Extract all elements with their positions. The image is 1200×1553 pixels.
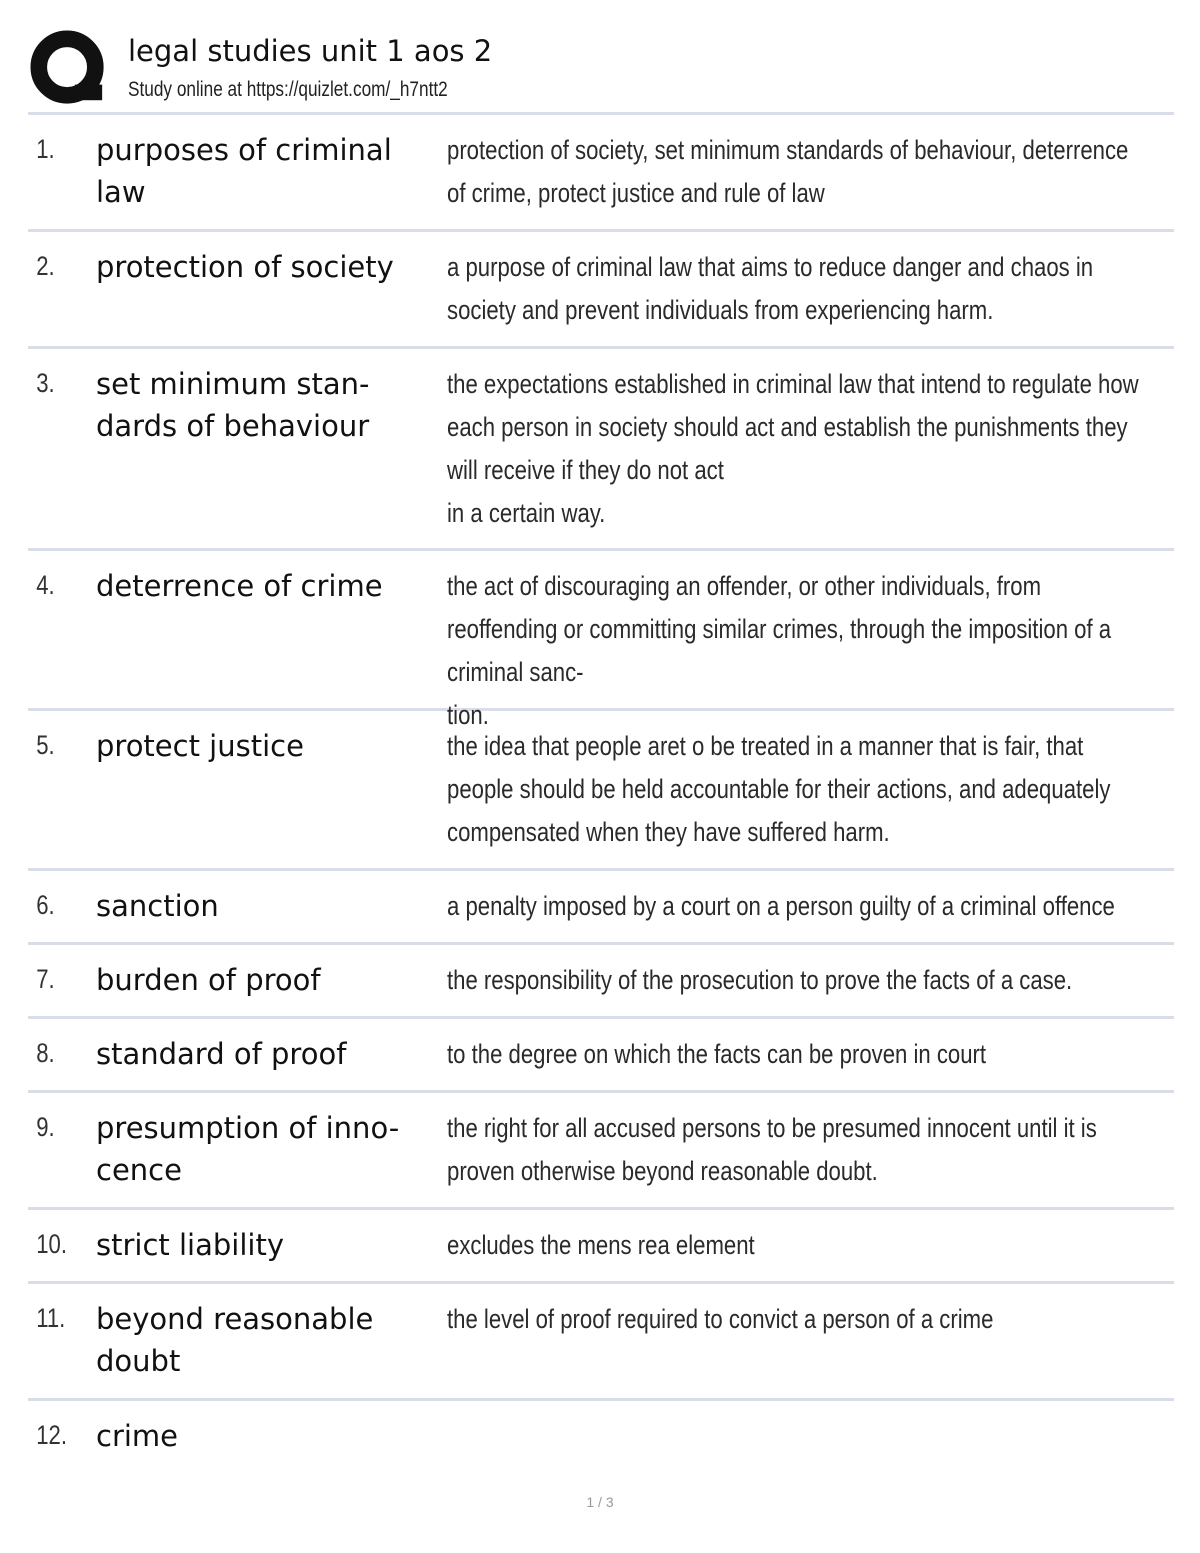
card-term: crime: [96, 1419, 179, 1453]
card-number: 8.: [36, 1038, 55, 1068]
flashcard-row: [28, 1093, 1174, 1210]
card-definition: the right for all accused persons to be presumed innocent until it is proven otherwise beyond reasonable doubt.: [447, 1113, 1097, 1186]
card-term: sanction: [96, 889, 219, 923]
card-number: 2.: [36, 251, 55, 281]
card-number: 9.: [36, 1112, 55, 1142]
card-term: burden of proof: [96, 963, 321, 997]
card-term: presumption of inno- cence: [96, 1111, 400, 1187]
flashcard-list: [28, 115, 1174, 1475]
card-number: 12.: [36, 1420, 67, 1450]
flashcard-row: [28, 711, 1174, 871]
document-header: [28, 28, 1174, 112]
card-number: 3.: [36, 368, 55, 398]
card-definition: excludes the mens rea element: [447, 1230, 755, 1260]
card-number: 5.: [36, 730, 55, 760]
card-number: 1.: [36, 134, 55, 164]
card-term: beyond reasonable doubt: [96, 1302, 374, 1378]
flashcard-row: [28, 1210, 1174, 1284]
card-definition: to the degree on which the facts can be proven in court: [447, 1039, 987, 1069]
card-definition: the responsibility of the prosecution to prove the facts of a case.: [447, 965, 1073, 995]
flashcard-row: [28, 1284, 1174, 1401]
card-number: 4.: [36, 570, 55, 600]
card-number: 6.: [36, 890, 55, 920]
card-term: set minimum stan- dards of behaviour: [96, 367, 370, 443]
card-definition: the level of proof required to convict a person of a crime: [447, 1304, 994, 1334]
card-term: strict liability: [96, 1228, 284, 1262]
flashcard-row: [28, 349, 1174, 551]
card-definition: the act of discouraging an offender, or other individuals, from reoffending or committing similar crimes, through the imposition of a criminal sanc- tion.: [447, 571, 1112, 730]
study-online-url[interactable]: Study online at https://quizlet.com/_h7ntt2: [128, 78, 448, 101]
card-number: 7.: [36, 964, 55, 994]
card-definition: a penalty imposed by a court on a person guilty of a criminal offence: [447, 891, 1115, 921]
document-title: legal studies unit 1 aos 2: [128, 34, 493, 68]
card-number: 10.: [36, 1229, 67, 1259]
card-definition: protection of society, set minimum standards of behaviour, deterrence of crime, protect justice and rule of law: [447, 135, 1129, 208]
flashcard-row: [28, 551, 1174, 730]
flashcard-row: [28, 871, 1174, 945]
flashcard-row: [28, 1401, 1174, 1475]
quizlet-logo-icon: [30, 30, 108, 110]
flashcard-row: [28, 115, 1174, 232]
card-term: purposes of criminal law: [96, 133, 392, 209]
card-term: protection of society: [96, 250, 394, 284]
page-number: 1 / 3: [586, 1494, 614, 1510]
card-definition: the idea that people aret o be treated in a manner that is fair, that people should be held accountable for their actions, and adequately compensated when they have suffered harm.: [447, 731, 1111, 847]
card-term: standard of proof: [96, 1037, 347, 1071]
flashcard-row: [28, 945, 1174, 1019]
card-number: 11.: [36, 1303, 66, 1333]
card-definition: a purpose of criminal law that aims to reduce danger and chaos in society and prevent individuals from experiencing harm.: [447, 252, 1094, 325]
card-term: deterrence of crime: [96, 569, 383, 603]
card-definition: the expectations established in criminal law that intend to regulate how each person in society should act and establish the punishments they will receive if they do not act in a certain way.: [447, 369, 1139, 528]
flashcard-row: [28, 232, 1174, 349]
card-term: protect justice: [96, 729, 304, 763]
flashcard-row: [28, 1019, 1174, 1093]
